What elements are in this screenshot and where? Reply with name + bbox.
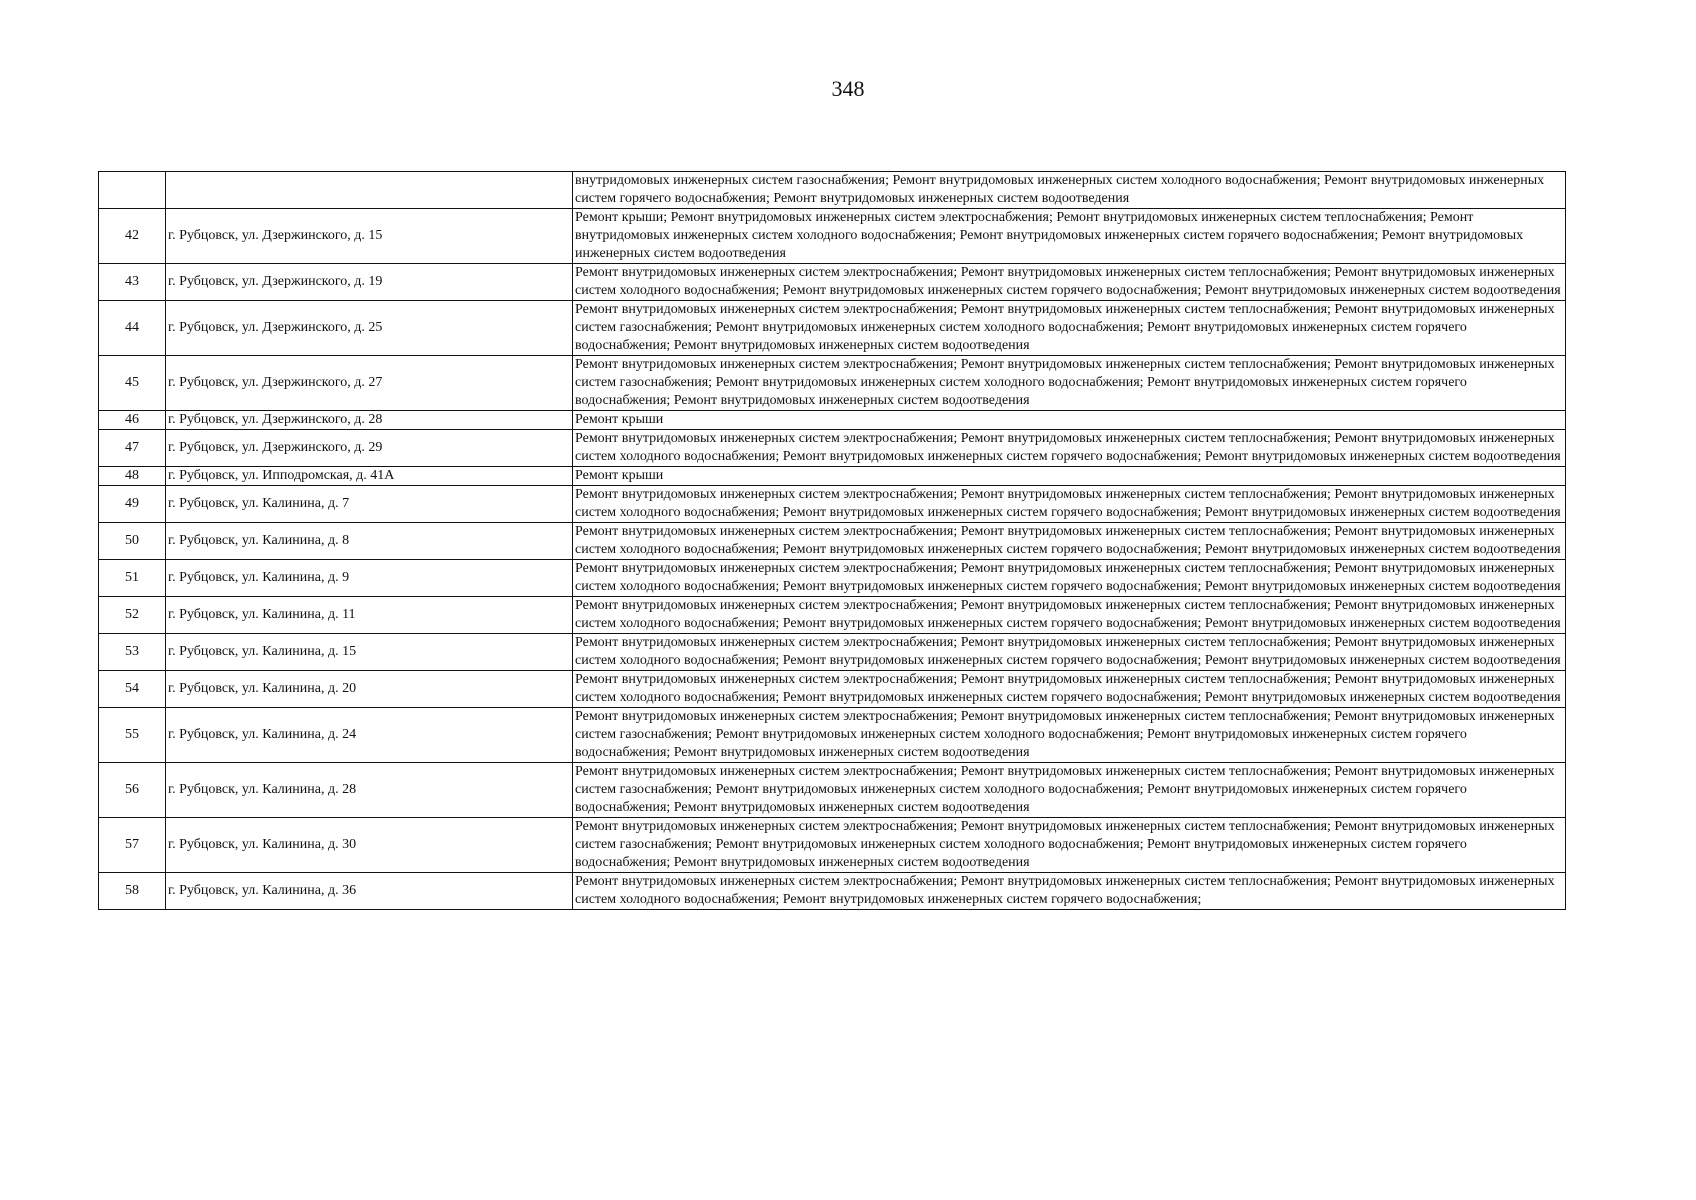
row-number: 56 xyxy=(99,763,166,818)
address-cell: г. Рубцовск, ул. Дзержинского, д. 29 xyxy=(166,430,573,467)
row-number: 58 xyxy=(99,873,166,910)
address-cell xyxy=(166,172,573,209)
row-number: 42 xyxy=(99,209,166,264)
work-description-cell: Ремонт внутридомовых инженерных систем электроснабжения; Ремонт внутридомовых инженерных систем теплоснабжения; Ремонт внутридомовых инженерных систем газоснабжения; Ремонт внутридомовых инженерных систем холодного водоснабжения; Ремонт внутридомовых инженерных систем горячего водоснабжения; Ремонт внутридомовых инженерных систем водоотведения xyxy=(573,356,1566,411)
address-cell: г. Рубцовск, ул. Калинина, д. 28 xyxy=(166,763,573,818)
address-cell: г. Рубцовск, ул. Дзержинского, д. 25 xyxy=(166,301,573,356)
work-description-cell: Ремонт внутридомовых инженерных систем электроснабжения; Ремонт внутридомовых инженерных систем теплоснабжения; Ремонт внутридомовых инженерных систем холодного водоснабжения; Ремонт внутридомовых инженерных систем горячего водоснабжения; Ремонт внутридомовых инженерных систем водоотведения xyxy=(573,634,1566,671)
address-cell: г. Рубцовск, ул. Калинина, д. 30 xyxy=(166,818,573,873)
table-row xyxy=(99,430,1566,467)
table-row xyxy=(99,486,1566,523)
address-cell: г. Рубцовск, ул. Калинина, д. 24 xyxy=(166,708,573,763)
work-description-cell: Ремонт внутридомовых инженерных систем электроснабжения; Ремонт внутридомовых инженерных систем теплоснабжения; Ремонт внутридомовых инженерных систем холодного водоснабжения; Ремонт внутридомовых инженерных систем горячего водоснабжения; Ремонт внутридомовых инженерных систем водоотведения xyxy=(573,597,1566,634)
work-description-cell: Ремонт внутридомовых инженерных систем электроснабжения; Ремонт внутридомовых инженерных систем теплоснабжения; Ремонт внутридомовых инженерных систем холодного водоснабжения; Ремонт внутридомовых инженерных систем горячего водоснабжения; Ремонт внутридомовых инженерных систем водоотведения xyxy=(573,671,1566,708)
work-description-cell: Ремонт внутридомовых инженерных систем электроснабжения; Ремонт внутридомовых инженерных систем теплоснабжения; Ремонт внутридомовых инженерных систем холодного водоснабжения; Ремонт внутридомовых инженерных систем горячего водоснабжения; Ремонт внутридомовых инженерных систем водоотведения xyxy=(573,523,1566,560)
address-cell: г. Рубцовск, ул. Калинина, д. 7 xyxy=(166,486,573,523)
row-number: 46 xyxy=(99,411,166,430)
work-description-cell: Ремонт внутридомовых инженерных систем электроснабжения; Ремонт внутридомовых инженерных систем теплоснабжения; Ремонт внутридомовых инженерных систем холодного водоснабжения; Ремонт внутридомовых инженерных систем горячего водоснабжения; xyxy=(573,873,1566,910)
address-cell: г. Рубцовск, ул. Калинина, д. 36 xyxy=(166,873,573,910)
address-cell: г. Рубцовск, ул. Калинина, д. 15 xyxy=(166,634,573,671)
table-row xyxy=(99,763,1566,818)
work-description-cell: Ремонт внутридомовых инженерных систем электроснабжения; Ремонт внутридомовых инженерных систем теплоснабжения; Ремонт внутридомовых инженерных систем холодного водоснабжения; Ремонт внутридомовых инженерных систем горячего водоснабжения; Ремонт внутридомовых инженерных систем водоотведения xyxy=(573,264,1566,301)
address-cell: г. Рубцовск, ул. Калинина, д. 20 xyxy=(166,671,573,708)
work-description-cell: Ремонт внутридомовых инженерных систем электроснабжения; Ремонт внутридомовых инженерных систем теплоснабжения; Ремонт внутридомовых инженерных систем холодного водоснабжения; Ремонт внутридомовых инженерных систем горячего водоснабжения; Ремонт внутридомовых инженерных систем водоотведения xyxy=(573,430,1566,467)
work-description-cell: Ремонт внутридомовых инженерных систем электроснабжения; Ремонт внутридомовых инженерных систем теплоснабжения; Ремонт внутридомовых инженерных систем газоснабжения; Ремонт внутридомовых инженерных систем холодного водоснабжения; Ремонт внутридомовых инженерных систем горячего водоснабжения; Ремонт внутридомовых инженерных систем водоотведения xyxy=(573,301,1566,356)
row-number: 44 xyxy=(99,301,166,356)
address-cell: г. Рубцовск, ул. Дзержинского, д. 19 xyxy=(166,264,573,301)
table-row xyxy=(99,523,1566,560)
address-cell: г. Рубцовск, ул. Дзержинского, д. 28 xyxy=(166,411,573,430)
row-number: 47 xyxy=(99,430,166,467)
table-row xyxy=(99,873,1566,910)
table-row xyxy=(99,634,1566,671)
work-description-cell: Ремонт внутридомовых инженерных систем электроснабжения; Ремонт внутридомовых инженерных систем теплоснабжения; Ремонт внутридомовых инженерных систем холодного водоснабжения; Ремонт внутридомовых инженерных систем горячего водоснабжения; Ремонт внутридомовых инженерных систем водоотведения xyxy=(573,560,1566,597)
work-description-cell: Ремонт крыши xyxy=(573,467,1566,486)
repair-table xyxy=(98,171,1566,910)
row-number: 55 xyxy=(99,708,166,763)
table-row xyxy=(99,560,1566,597)
row-number: 54 xyxy=(99,671,166,708)
row-number: 50 xyxy=(99,523,166,560)
address-cell: г. Рубцовск, ул. Дзержинского, д. 27 xyxy=(166,356,573,411)
row-number: 51 xyxy=(99,560,166,597)
table-row xyxy=(99,209,1566,264)
table-row xyxy=(99,301,1566,356)
address-cell: г. Рубцовск, ул. Калинина, д. 9 xyxy=(166,560,573,597)
row-number: 49 xyxy=(99,486,166,523)
table-row xyxy=(99,818,1566,873)
page-number: 348 xyxy=(831,76,865,101)
row-number: 43 xyxy=(99,264,166,301)
row-number: 48 xyxy=(99,467,166,486)
work-description-cell: Ремонт внутридомовых инженерных систем электроснабжения; Ремонт внутридомовых инженерных систем теплоснабжения; Ремонт внутридомовых инженерных систем холодного водоснабжения; Ремонт внутридомовых инженерных систем горячего водоснабжения; Ремонт внутридомовых инженерных систем водоотведения xyxy=(573,486,1566,523)
row-number: 45 xyxy=(99,356,166,411)
row-number: 52 xyxy=(99,597,166,634)
work-description-cell: Ремонт крыши; Ремонт внутридомовых инженерных систем электроснабжения; Ремонт внутридомовых инженерных систем теплоснабжения; Ремонт внутридомовых инженерных систем холодного водоснабжения; Ремонт внутридомовых инженерных систем горячего водоснабжения; Ремонт внутридомовых инженерных систем водоотведения xyxy=(573,209,1566,264)
work-description-cell: Ремонт внутридомовых инженерных систем электроснабжения; Ремонт внутридомовых инженерных систем теплоснабжения; Ремонт внутридомовых инженерных систем газоснабжения; Ремонт внутридомовых инженерных систем холодного водоснабжения; Ремонт внутридомовых инженерных систем горячего водоснабжения; Ремонт внутридомовых инженерных систем водоотведения xyxy=(573,818,1566,873)
work-description-cell: внутридомовых инженерных систем газоснабжения; Ремонт внутридомовых инженерных систем холодного водоснабжения; Ремонт внутридомовых инженерных систем горячего водоснабжения; Ремонт внутридомовых инженерных систем водоотведения xyxy=(573,172,1566,209)
table-row xyxy=(99,356,1566,411)
address-cell: г. Рубцовск, ул. Ипподромская, д. 41А xyxy=(166,467,573,486)
work-description-cell: Ремонт внутридомовых инженерных систем электроснабжения; Ремонт внутридомовых инженерных систем теплоснабжения; Ремонт внутридомовых инженерных систем газоснабжения; Ремонт внутридомовых инженерных систем холодного водоснабжения; Ремонт внутридомовых инженерных систем горячего водоснабжения; Ремонт внутридомовых инженерных систем водоотведения xyxy=(573,708,1566,763)
table-row xyxy=(99,671,1566,708)
work-description-cell: Ремонт внутридомовых инженерных систем электроснабжения; Ремонт внутридомовых инженерных систем теплоснабжения; Ремонт внутридомовых инженерных систем газоснабжения; Ремонт внутридомовых инженерных систем холодного водоснабжения; Ремонт внутридомовых инженерных систем горячего водоснабжения; Ремонт внутридомовых инженерных систем водоотведения xyxy=(573,763,1566,818)
table-row xyxy=(99,597,1566,634)
table-row xyxy=(99,264,1566,301)
table-body xyxy=(99,172,1566,910)
address-cell: г. Рубцовск, ул. Дзержинского, д. 15 xyxy=(166,209,573,264)
row-number: 53 xyxy=(99,634,166,671)
table-row xyxy=(99,172,1566,209)
row-number xyxy=(99,172,166,209)
work-description-cell: Ремонт крыши xyxy=(573,411,1566,430)
table-row xyxy=(99,708,1566,763)
address-cell: г. Рубцовск, ул. Калинина, д. 11 xyxy=(166,597,573,634)
table-row xyxy=(99,411,1566,430)
table-row xyxy=(99,467,1566,486)
address-cell: г. Рубцовск, ул. Калинина, д. 8 xyxy=(166,523,573,560)
row-number: 57 xyxy=(99,818,166,873)
